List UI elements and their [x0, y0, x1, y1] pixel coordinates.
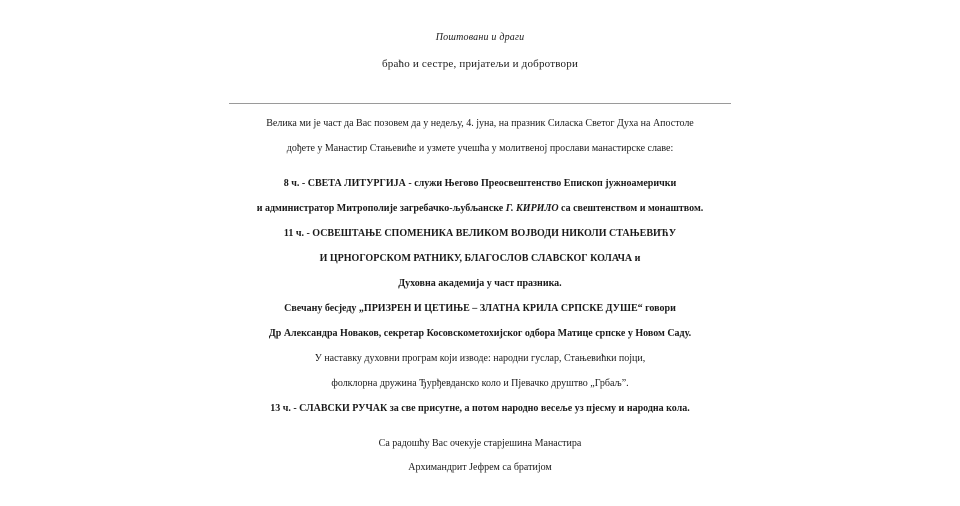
intro-line-2: дођете у Манастир Стањевиће и узмете учешћа у молитвеној прослави манастирске славе:	[286, 143, 674, 154]
program-line-2-post: са свештенством и монаштвом.	[558, 203, 704, 214]
divider	[229, 103, 731, 104]
program-line-8: У наставку духовни програм који изводе: народни гуслар, Стањевићки појци,	[314, 353, 646, 364]
greeting-italic: Поштовани и драги	[435, 32, 525, 43]
program-line-3: 11 ч. - ОСВЕШТАЊЕ СПОМЕНИКА ВЕЛИКОМ ВОЈВОДИ НИКОЛИ СТАЊЕВИЋУ	[283, 228, 677, 239]
signature-line-1: Са радошћу Вас очекује старјешина Манастира	[378, 438, 582, 449]
bishop-name: Г. КИРИЛО	[505, 203, 559, 214]
program-line-10: 13 ч. - СЛАВСКИ РУЧАК за све присутне, а потом народно весеље уз пјесму и народна кола.	[270, 403, 690, 414]
program-line-2-pre: и администратор Митрополије загребачко-љубљанске	[256, 203, 506, 214]
program-line-1: 8 ч. - СВЕТА ЛИТУРГИЈА - служи Његово Преосвештенство Епископ јужноамерички	[283, 178, 677, 189]
program-line-4: И ЦРНОГОРСКОМ РАТНИКУ, БЛАГОСЛОВ СЛАВСКОГ КОЛАЧА и	[319, 253, 641, 264]
program-line-2	[0, 203, 960, 214]
program-line-7: Др Александра Новаков, секретар Косовскометохијског одбора Матице српске у Новом Саду.	[268, 328, 692, 339]
program-line-5: Духовна академија у част празника.	[398, 278, 562, 289]
signature-line-2: Архимандрит Јефрем са братијом	[408, 462, 552, 473]
program-line-9: фолклорна дружина Ђурђевданско коло и Пјевачко друштво „Грбаљ”.	[331, 378, 629, 389]
greeting-main: браћо и сестре, пријатељи и добротвори	[381, 58, 579, 70]
intro-line-1: Велика ми је част да Вас позовем да у недељу, 4. јуна, на празник Силаска Светог Духа на Апостоле	[266, 118, 694, 129]
program-line-6: Свечану бесједу „ПРИЗРЕН И ЦЕТИЊЕ – ЗЛАТНА КРИЛА СРПСКЕ ДУШЕ“ говори	[284, 303, 676, 314]
